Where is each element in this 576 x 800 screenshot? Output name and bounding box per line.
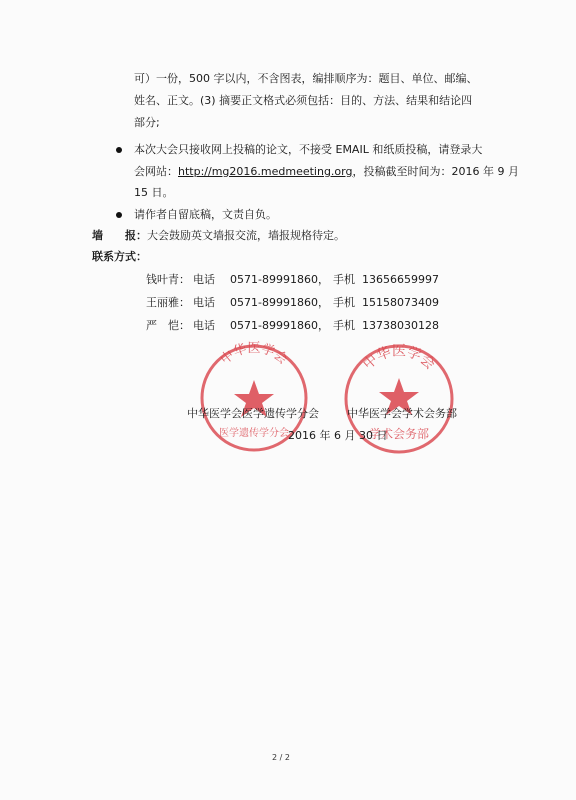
body-line: 本次大会只接收网上投稿的论文，不接受 EMAIL 和纸质投稿，请登录大 — [134, 143, 483, 156]
body-line — [134, 165, 519, 179]
body-line: 可）一份，500 字以内，不含图表，编排顺序为：题目、单位、邮编、 — [134, 72, 478, 85]
contact-label: 联系方式： — [92, 250, 147, 263]
contact-tel-label: 电话 — [193, 319, 215, 332]
contact-tel-label: 电话 — [193, 273, 215, 286]
svg-text:学术会务部: 学术会务部 — [368, 427, 430, 441]
contact-mobile-label: 手机 — [333, 273, 355, 286]
page-number: 2 / 2 — [272, 753, 290, 762]
contact-name: 严 恺： — [146, 319, 190, 332]
conference-website-link[interactable]: http://mg2016.medmeeting.org — [178, 165, 353, 178]
poster-text: 大会鼓励英文墙报交流，墙报规格待定。 — [147, 229, 345, 242]
body-line: 部分; — [134, 116, 160, 129]
body-line: 请作者自留底稿，文责自负。 — [134, 208, 277, 221]
svg-text:中华医学会: 中华医学会 — [217, 340, 291, 368]
contact-tel-label: 电话 — [193, 296, 215, 309]
bullet-icon — [116, 212, 122, 218]
body-text: ，投稿截至时间为：2016 年 9 月 — [352, 165, 519, 178]
contact-mobile-label: 手机 — [333, 319, 355, 332]
contact-tel: 0571-89991860， — [230, 319, 329, 332]
contact-tel: 0571-89991860， — [230, 273, 329, 286]
contact-mobile: 13738030128 — [362, 319, 439, 332]
contact-tel: 0571-89991860， — [230, 296, 329, 309]
signature-org-1: 中华医学会医学遗传学分会 — [187, 407, 319, 420]
bullet-icon — [116, 147, 122, 153]
signature-org-2: 中华医学会学术会务部 — [347, 407, 457, 420]
svg-text:医学遗传学分会: 医学遗传学分会 — [219, 428, 289, 439]
body-line: 15 日。 — [134, 186, 174, 199]
poster-label: 墙 报： — [92, 229, 147, 242]
contact-mobile: 15158073409 — [362, 296, 439, 309]
body-line: 姓名、正文。(3) 摘要正文格式必须包括：目的、方法、结果和结论四 — [134, 94, 473, 107]
svg-text:中华医学会: 中华医学会 — [360, 343, 438, 373]
contact-mobile-label: 手机 — [333, 296, 355, 309]
body-text: 会网站： — [134, 165, 178, 178]
contact-name: 钱叶青： — [146, 273, 190, 286]
contact-mobile: 13656659997 — [362, 273, 439, 286]
signature-date: 2016 年 6 月 30 日 — [288, 429, 388, 442]
contact-name: 王丽雅： — [146, 296, 190, 309]
poster-line — [92, 229, 345, 243]
